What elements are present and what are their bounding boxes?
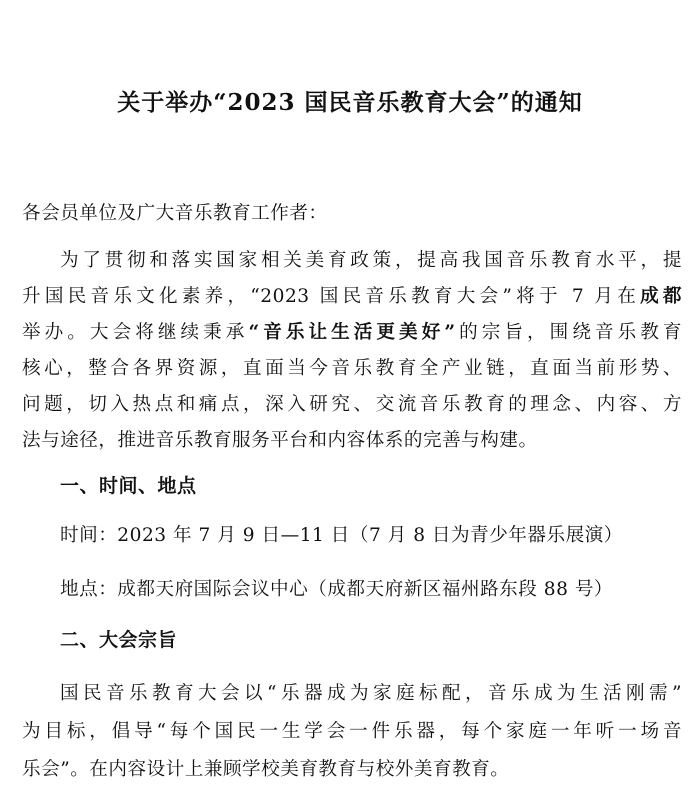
event-time: 时间：2023 年 7 月 9 日—11 日（7 月 8 日为青少年器乐展演）	[60, 525, 623, 546]
document-title: 关于举办“2023 国民音乐教育大会”的通知	[117, 89, 583, 116]
intro-line-2-text: 升国民音乐文化素养，“2023 国民音乐教育大会”将于 7 月在	[22, 286, 641, 307]
section-2-heading: 二、大会宗旨	[60, 629, 178, 651]
intro-line-3-text-c: 的宗旨，围绕音乐教育	[455, 322, 682, 343]
intro-motto-bold: “音乐让生活更美好”	[248, 322, 456, 343]
intro-line-3	[22, 319, 682, 347]
purpose-line-2: 为目标，倡导“每个国民一生学会一件乐器，每个家庭一年听一场音	[22, 721, 682, 742]
section-1-heading: 一、时间、地点	[60, 475, 197, 497]
event-place: 地点：成都天府国际会议中心（成都天府新区福州路东段 88 号）	[60, 579, 614, 600]
intro-line-5: 问题，切入热点和痛点，深入研究、交流音乐教育的理念、内容、方	[22, 394, 682, 415]
intro-city-bold: 成都	[640, 286, 682, 307]
intro-line-4: 核心，整合各界资源，直面当今音乐教育全产业链，直面当前形势、	[22, 358, 682, 379]
intro-line-1: 为了贯彻和落实国家相关美育政策，提高我国音乐教育水平，提	[60, 250, 682, 271]
purpose-line-1: 国民音乐教育大会以“乐器成为家庭标配，音乐成为生活刚需”	[60, 683, 682, 704]
salutation: 各会员单位及广大音乐教育工作者：	[22, 203, 328, 224]
intro-line-2	[22, 283, 682, 311]
intro-line-6: 法与途径，推进音乐教育服务平台和内容体系的完善与构建。	[22, 430, 538, 451]
intro-line-3-text-a: 举办。大会将继续秉承	[22, 322, 249, 343]
purpose-line-3: 乐会”。在内容设计上兼顾学校美育教育与校外美育教育。	[22, 759, 510, 780]
